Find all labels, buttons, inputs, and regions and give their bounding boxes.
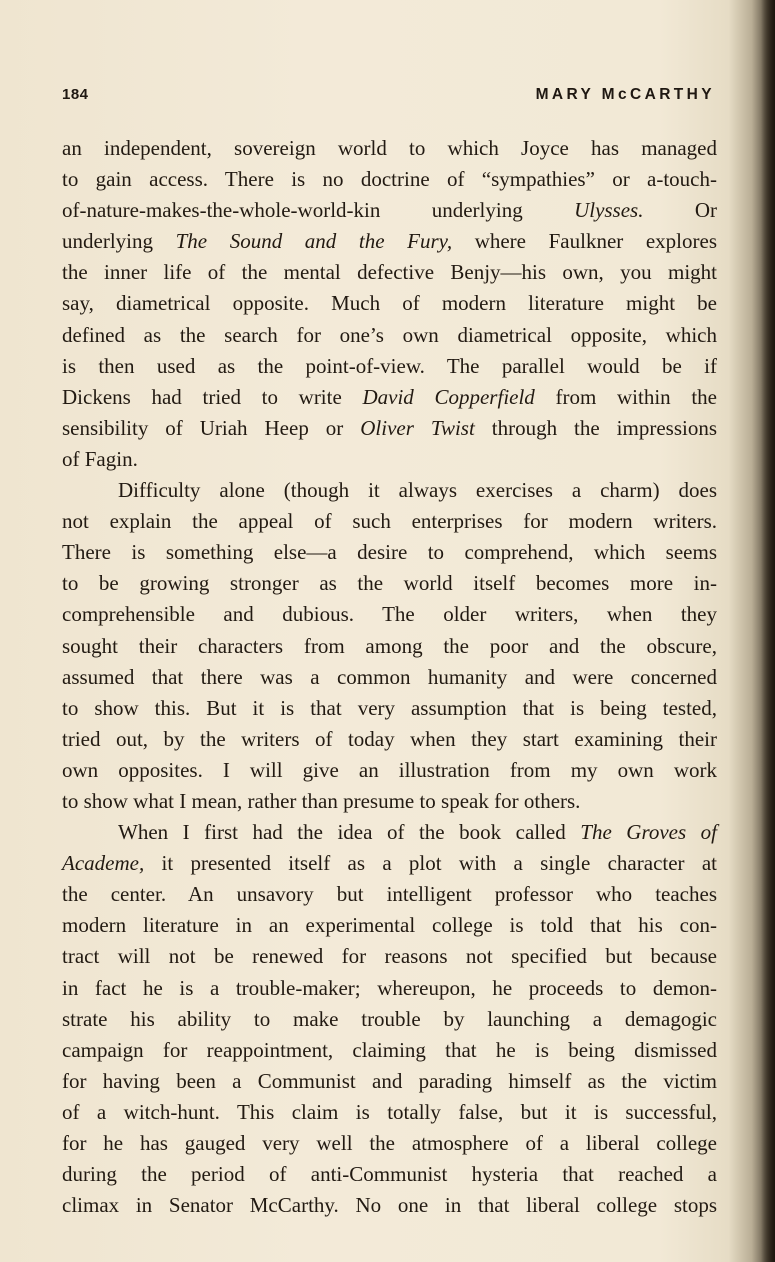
italic-title: David Copperfield <box>362 384 535 409</box>
text-line <box>62 631 717 662</box>
text-line <box>62 1097 717 1128</box>
text-line <box>62 817 717 848</box>
text-run: sought their characters from among the poor and the obscure, <box>62 633 717 658</box>
text-line <box>62 1190 717 1221</box>
running-head <box>62 86 715 110</box>
body-text <box>62 133 717 1221</box>
text-line <box>62 724 717 755</box>
text-line <box>62 910 717 941</box>
text-run: it presented itself as a plot with a single character at <box>144 851 717 876</box>
text-line <box>62 1066 717 1097</box>
text-run: of a witch-hunt. This claim is totally false, but it is successful, <box>62 1099 717 1124</box>
text-line <box>62 537 717 568</box>
text-line <box>62 164 717 195</box>
text-line <box>62 1035 717 1066</box>
text-run: tried out, by the writers of today when they start examining their <box>62 726 717 751</box>
text-run: for having been a Communist and parading himself as the victim <box>62 1068 717 1093</box>
text-line <box>62 941 717 972</box>
text-line <box>62 973 717 1004</box>
text-run: through the impressions <box>474 415 717 440</box>
text-run: an independent, sovereign world to which Joyce has managed <box>62 136 717 160</box>
text-line <box>62 257 717 288</box>
text-run: of Fagin. <box>62 446 138 471</box>
text-run: where Faulkner explores <box>452 229 718 254</box>
text-line <box>62 195 717 226</box>
text-run: is then used as the point-of-view. The parallel would be if <box>62 353 717 378</box>
text-line <box>62 1159 717 1190</box>
text-run: for he has gauged very well the atmosphere of a liberal college <box>62 1131 717 1155</box>
text-run: strate his ability to make trouble by launching a demagogic <box>62 1006 717 1031</box>
text-run: assumed that there was a common humanity and were concerned <box>62 664 717 689</box>
paragraph <box>62 817 717 1221</box>
italic-title: The Groves of <box>580 820 717 845</box>
italic-title: Oliver Twist <box>360 415 475 440</box>
text-run: own opposites. I will give an illustration from my own work <box>62 757 717 782</box>
text-run: the center. An unsavory but intelligent professor who teaches <box>62 882 717 907</box>
text-run: in fact he is a trouble-maker; whereupon, he proceeds to demon- <box>62 975 717 1000</box>
text-line <box>62 848 717 879</box>
text-line <box>62 288 717 319</box>
text-run: the inner life of the mental defective Benjy—his own, you might <box>62 260 717 285</box>
text-run: Or <box>643 198 717 223</box>
text-line <box>62 320 717 351</box>
italic-title: Ulysses. <box>574 198 644 223</box>
text-run: during the period of anti-Communist hysteria that reached a <box>62 1162 717 1187</box>
text-line <box>62 662 717 693</box>
text-line <box>62 226 717 257</box>
running-head-author: MARY McCARTHY <box>535 86 715 103</box>
page-number: 184 <box>62 86 89 103</box>
text-line <box>62 351 717 382</box>
text-run: When I first had the idea of the book called <box>118 820 581 845</box>
text-line <box>62 506 717 537</box>
text-line <box>62 1004 717 1035</box>
text-run: to gain access. There is no doctrine of “sympathies” or a-touch- <box>62 167 717 192</box>
text-run: sensibility of Uriah Heep or <box>62 415 361 440</box>
text-run: to be growing stronger as the world itself becomes more in- <box>62 571 717 596</box>
text-run: Dickens had tried to write <box>62 384 363 409</box>
text-run: campaign for reappointment, claiming that he is being dismissed <box>62 1037 717 1062</box>
text-run: of-nature-makes-the-whole-world-kin underlying <box>62 198 575 223</box>
text-line <box>62 475 717 506</box>
paragraph <box>62 475 717 817</box>
text-line <box>62 382 717 413</box>
page-gutter-shadow <box>761 0 775 1262</box>
text-run: climax in Senator McCarthy. No one in that liberal college stops <box>62 1193 717 1218</box>
text-run: comprehensible and dubious. The older writers, when they <box>62 602 717 627</box>
text-line <box>62 755 717 786</box>
text-run: Difficulty alone (though it always exercises a charm) does <box>118 478 717 503</box>
text-line <box>62 786 717 817</box>
text-line <box>62 599 717 630</box>
text-run: defined as the search for one’s own diametrical opposite, which <box>62 322 717 347</box>
text-line <box>62 1128 717 1159</box>
text-line <box>62 693 717 724</box>
text-line <box>62 413 717 444</box>
text-run: from within the <box>534 384 717 409</box>
text-run: say, diametrical opposite. Much of modern literature might be <box>62 291 717 316</box>
text-run: to show what I mean, rather than presume to speak for others. <box>62 788 581 813</box>
text-run: modern literature in an experimental college is told that his con- <box>62 913 717 938</box>
text-line <box>62 568 717 599</box>
text-line <box>62 879 717 910</box>
text-line <box>62 133 717 164</box>
text-run: There is something else—a desire to comprehend, which seems <box>62 540 717 565</box>
italic-title: Academe, <box>62 851 145 876</box>
text-run: tract will not be renewed for reasons not specified but because <box>62 944 717 969</box>
text-run: to show this. But it is that very assumption that is being tested, <box>62 695 717 720</box>
text-run: not explain the appeal of such enterprises for modern writers. <box>62 509 717 534</box>
paragraph <box>62 133 717 475</box>
text-run: underlying <box>62 229 176 254</box>
italic-title: The Sound and the Fury, <box>175 229 453 254</box>
text-line <box>62 444 717 475</box>
